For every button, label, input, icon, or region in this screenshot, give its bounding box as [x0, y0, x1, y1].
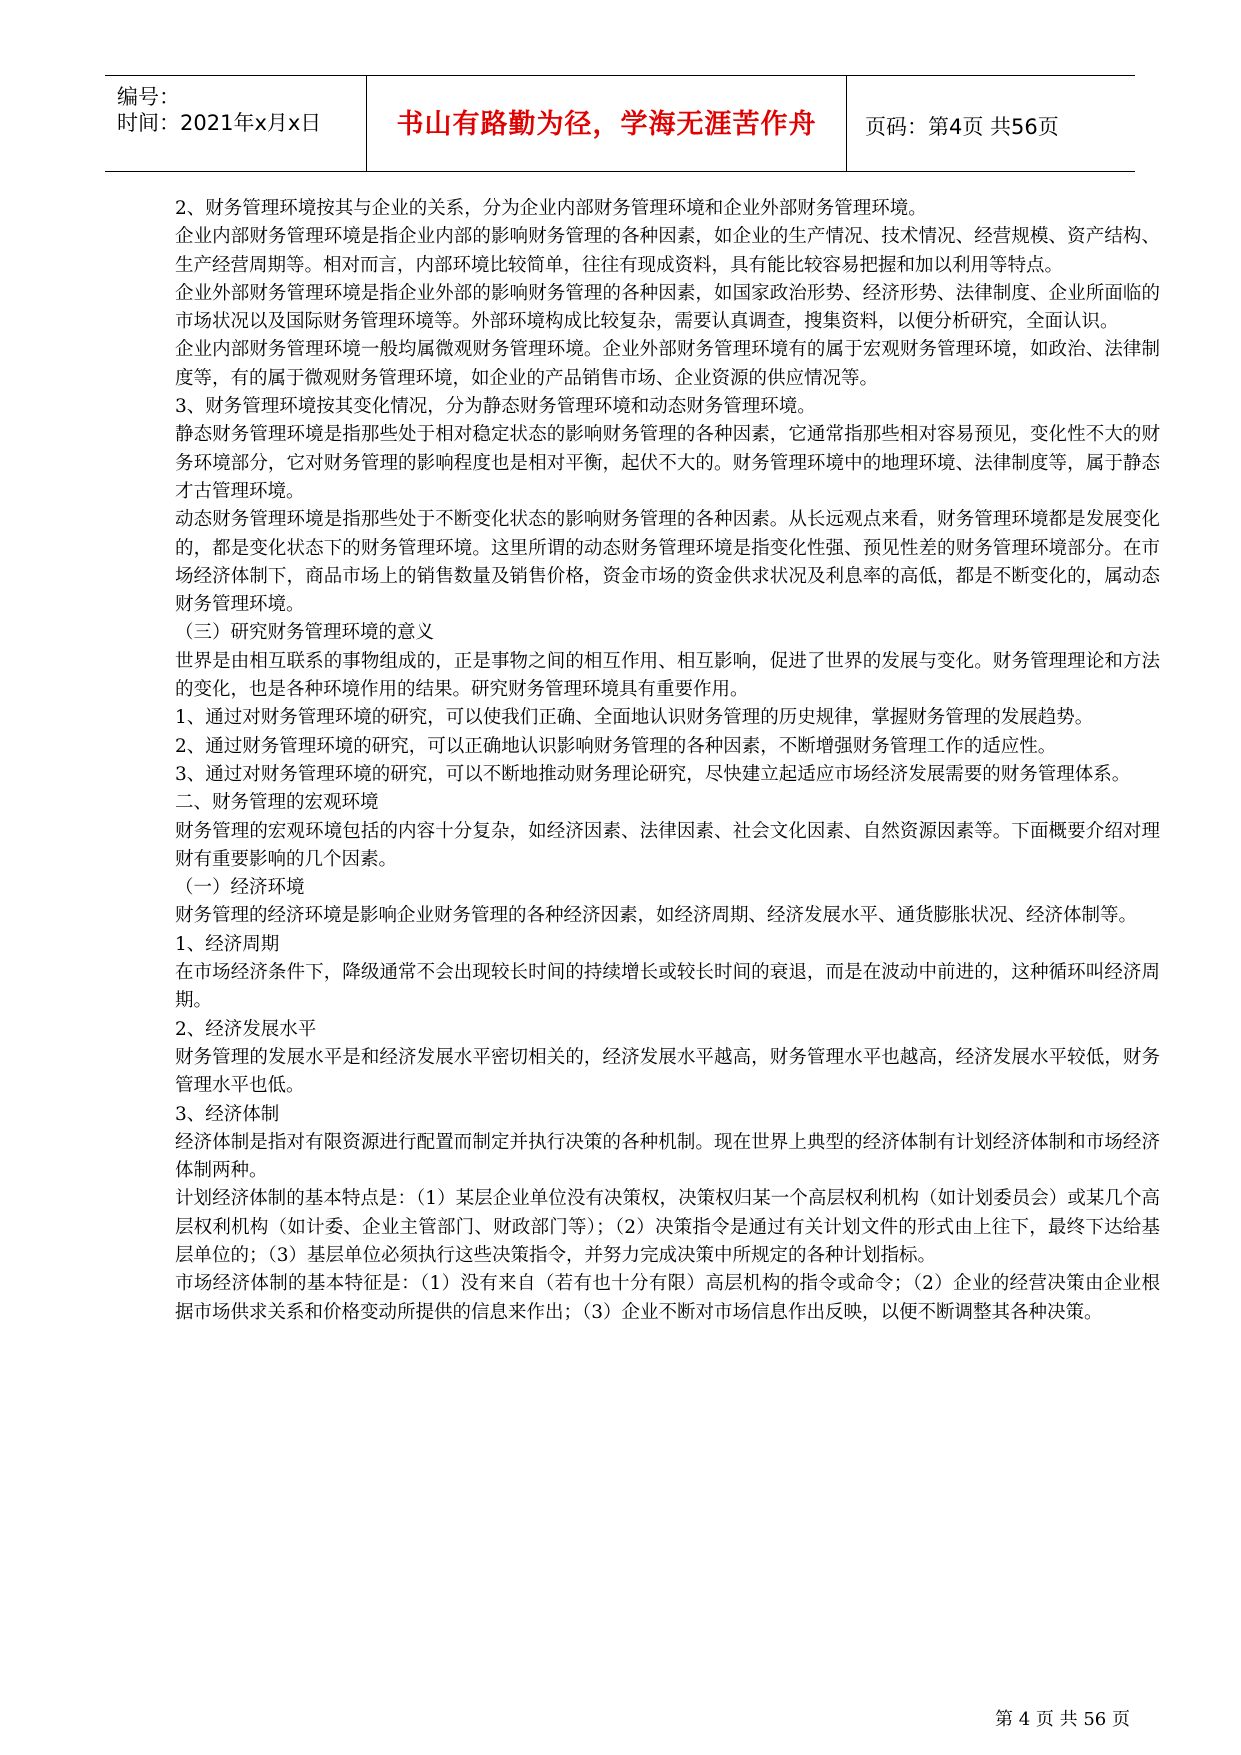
header-meta-cell — [105, 76, 367, 171]
header-page-cell — [847, 76, 1135, 171]
header-motto-cell — [367, 76, 847, 171]
paragraph: 企业内部财务管理环境是指企业内部的影响财务管理的各种因素，如企业的生产情况、技术情况、经营规模、资产结构、生产经营周期等。相对而言，内部环境比较简单，往往有现成资料，具有能比较容易把握和加以利用等特点。 — [175, 226, 1160, 276]
page-label: 页码：第4页 共56页 — [865, 115, 1059, 139]
paragraph: 3、财务管理环境按其变化情况，分为静态财务管理环境和动态财务管理环境。 — [175, 396, 816, 418]
page-footer: 第 4 页 共 56 页 — [995, 1709, 1130, 1730]
paragraph: 财务管理的经济环境是影响企业财务管理的各种经济因素，如经济周期、经济发展水平、通货膨胀状况、经济体制等。 — [175, 905, 1138, 927]
paragraph: 企业内部财务管理环境一般均属微观财务管理环境。企业外部财务管理环境有的属于宏观财务管理环境，如政治、法律制度等，有的属于微观财务管理环境，如企业的产品销售市场、企业资源的供应情况等。 — [175, 339, 1160, 389]
section-heading: 二、财务管理的宏观环境 — [175, 792, 379, 814]
paragraph: 财务管理的宏观环境包括的内容十分复杂，如经济因素、法律因素、社会文化因素、自然资源因素等。下面概要介绍对理财有重要影响的几个因素。 — [175, 820, 1160, 870]
time-label: 时间：2021年x月x日 — [117, 111, 322, 135]
subsection-heading: 1、经济周期 — [175, 933, 280, 955]
paragraph: 静态财务管理环境是指那些处于相对稳定状态的影响财务管理的各种因素，它通常指那些相对容易预见，变化性不大的财务环境部分，它对财务管理的影响程度也是相对平衡，起伏不大的。财务管理环境中的地理环境、法律制度等，属于静态才古管理环境。 — [175, 424, 1160, 502]
paragraph: 市场经济体制的基本特征是：（1）没有来自（若有也十分有限）高层机构的指令或命令；（2）企业的经营决策由企业根据市场供求关系和价格变动所提供的信息来作出；（3）企业不断对市场信息作出反映，以便不断调整其各种决策。 — [175, 1273, 1160, 1323]
page-header — [105, 75, 1135, 172]
document-body — [175, 195, 1160, 1327]
paragraph: 在市场经济条件下，降级通常不会出现较长时间的持续增长或较长时间的衰退，而是在波动中前进的，这种循环叫经济周期。 — [175, 962, 1160, 1012]
paragraph: 动态财务管理环境是指那些处于不断变化状态的影响财务管理的各种因素。从长远观点来看，财务管理环境都是发展变化的，都是变化状态下的财务管理环境。这里所谓的动态财务管理环境是指变化性强、预见性差的财务管理环境部分。在市场经济体制下，商品市场上的销售数量及销售价格，资金市场的资金供求状况及利息率的高低，都是不断变化的，属动态财务管理环境。 — [175, 509, 1160, 616]
subsection-heading: 2、经济发展水平 — [175, 1018, 317, 1040]
paragraph: 财务管理的发展水平是和经济发展水平密切相关的，经济发展水平越高，财务管理水平也越高，经济发展水平较低，财务管理水平也低。 — [175, 1046, 1160, 1097]
paragraph: 计划经济体制的基本特点是：（1）某层企业单位没有决策权，决策权归某一个高层权利机构（如计划委员会）或某几个高层权利机构（如计委、企业主管部门、财政部门等）；（2）决策指令是通过有关计划文件的形式由上往下，最终下达给基层单位的；（3）基层单位必须执行这些决策指令，并努力完成决策中所规定的各种计划指标。 — [175, 1188, 1160, 1266]
paragraph: 1、通过对财务管理环境的研究，可以使我们正确、全面地认识财务管理的历史规律，掌握财务管理的发展趋势。 — [175, 707, 1094, 729]
number-label: 编号： — [117, 85, 180, 109]
section-heading: （三）研究财务管理环境的意义 — [175, 622, 435, 644]
subsection-heading: 3、经济体制 — [175, 1103, 280, 1125]
section-heading: （一）经济环境 — [175, 877, 305, 899]
paragraph: 2、通过财务管理环境的研究，可以正确地认识影响财务管理的各种因素，不断增强财务管理工作的适应性。 — [175, 735, 1057, 757]
paragraph: 2、财务管理环境按其与企业的关系，分为企业内部财务管理环境和企业外部财务管理环境。 — [175, 198, 927, 219]
paragraph: 世界是由相互联系的事物组成的，正是事物之间的相互作用、相互影响，促进了世界的发展与变化。财务管理理论和方法的变化，也是各种环境作用的结果。研究财务管理环境具有重要作用。 — [175, 650, 1160, 701]
paragraph: 企业外部财务管理环境是指企业外部的影响财务管理的各种因素，如国家政治形势、经济形势、法律制度、企业所面临的市场状况以及国际财务管理环境等。外部环境构成比较复杂，需要认真调查，搜集资料，以便分析研究，全面认识。 — [175, 282, 1160, 333]
paragraph: 经济体制是指对有限资源进行配置而制定并执行决策的各种机制。现在世界上典型的经济体制有计划经济体制和市场经济体制两种。 — [175, 1131, 1160, 1182]
motto: 书山有路勤为径，学海无涯苦作舟 — [396, 109, 817, 140]
paragraph: 3、通过对财务管理环境的研究，可以不断地推动财务理论研究，尽快建立起适应市场经济发展需要的财务管理体系。 — [175, 763, 1131, 785]
